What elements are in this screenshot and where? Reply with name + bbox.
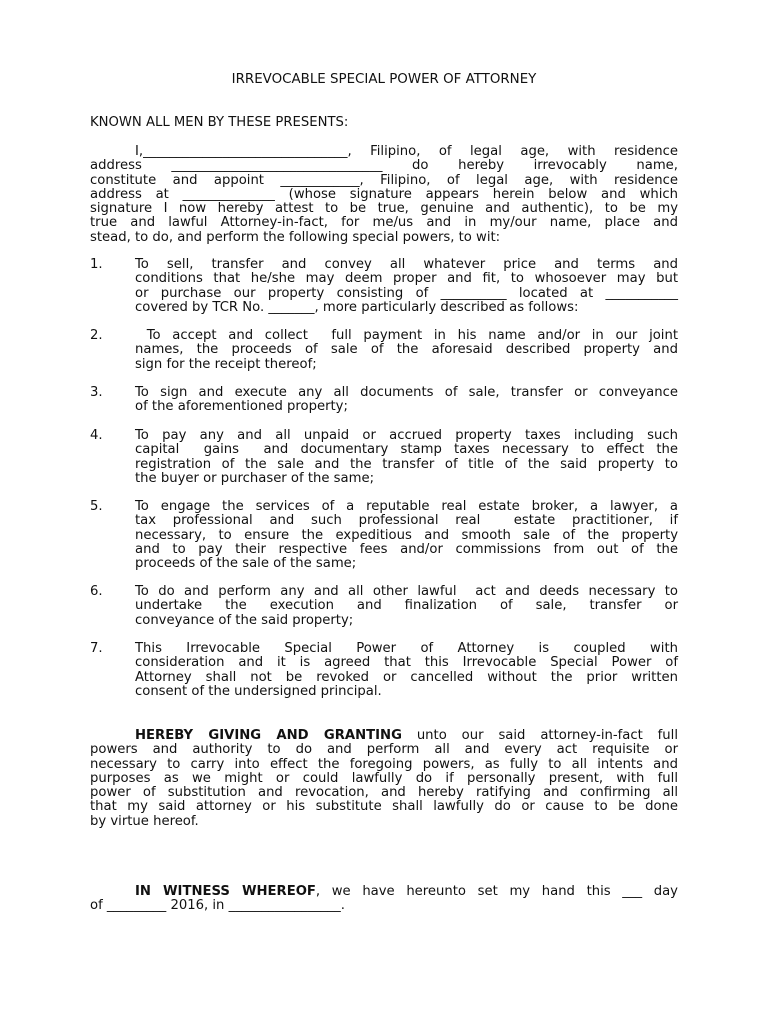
intro-line: I,_______________________________, Filipino, of legal age, with residence bbox=[135, 144, 678, 159]
list-item-text: To sign and execute any all documents of sale, transfer or conveyance of the aforementioned property; bbox=[135, 385, 678, 415]
list-item-number: 2. bbox=[90, 328, 103, 343]
granting-heading: HEREBY GIVING AND GRANTING bbox=[135, 728, 402, 743]
salutation: KNOWN ALL MEN BY THESE PRESENTS: bbox=[90, 115, 349, 130]
witness-heading: IN WITNESS WHEREOF bbox=[135, 884, 316, 899]
witness-line: IN WITNESS WHEREOF, we have hereunto set my hand this ___ day bbox=[135, 884, 678, 899]
list-item-number: 7. bbox=[90, 641, 103, 656]
granting-paragraph: HEREBY GIVING AND GRANTING unto our said attorney-in-fact full powers and authority to do and perform all and every act requisite or necessary to carry into effect the foregoing powers, as fully to all intents and purposes as we might or could lawfully do if personally present, with full power of substitution and revocation, and hereby ratifying and confirming all that my said attorney or his substitute shall lawfully do or cause to be done by virtue hereof. bbox=[90, 728, 678, 829]
witness-paragraph: IN WITNESS WHEREOF, we have hereunto set my hand this ___ day of _________ 2016, in _________________. bbox=[90, 884, 678, 914]
intro-line: true and lawful Attorney-in-fact, for me/us and in my/our name, place and bbox=[90, 215, 678, 231]
list-item-text: To accept and collect full payment in his name and/or in our joint names, the proceeds of sale of the aforesaid described property and sign for the receipt thereof; bbox=[135, 328, 678, 372]
list-item-number: 4. bbox=[90, 428, 103, 443]
intro-paragraph bbox=[90, 145, 678, 245]
list-item-number: 3. bbox=[90, 385, 103, 400]
intro-line: address ________________________________ do hereby irrevocably name, bbox=[90, 158, 678, 174]
list-item-text: To engage the services of a reputable real estate broker, a lawyer, a tax professional and such professional real estate practitioner, if necessary, to ensure the expeditious and smooth sale of the property and to pay their respective fees and/or commissions from out of the proceeds of the sale of the same; bbox=[135, 499, 678, 572]
list-item-number: 6. bbox=[90, 584, 103, 599]
intro-line: address at ______________ (whose signature appears herein below and which bbox=[90, 186, 678, 202]
list-item-text: This Irrevocable Special Power of Attorney is coupled with consideration and it is agreed that this Irrevocable Special Power of Attorney shall not be revoked or cancelled without the prior written consent of the undersigned principal. bbox=[135, 641, 678, 699]
list-item-text: To pay any and all unpaid or accrued property taxes including such capital gains and documentary stamp taxes necessary to effect the registration of the sale and the transfer of title of the said property to the buyer or purchaser of the same; bbox=[135, 428, 678, 486]
list-item-text: To do and perform any and all other lawful act and deeds necessary to undertake the execution and finalization of sale, transfer or conveyance of the said property; bbox=[135, 584, 678, 628]
document-title: IRREVOCABLE SPECIAL POWER OF ATTORNEY bbox=[231, 72, 537, 87]
list-item-text: To sell, transfer and convey all whatever price and terms and conditions that he/she may deem proper and fit, to whosoever may but or purchase our property consisting of __________ located at ___________ covered by TCR No. _______, more particularly described as follows: bbox=[135, 257, 678, 315]
intro-line: signature I now hereby attest to be true, genuine and authentic), to be my bbox=[90, 201, 678, 217]
intro-line: stead, to do, and perform the following special powers, to wit: bbox=[90, 229, 501, 245]
list-item-number: 5. bbox=[90, 499, 103, 514]
granting-line: HEREBY GIVING AND GRANTING unto our said attorney-in-fact full bbox=[135, 728, 678, 743]
intro-line: constitute and appoint ____________, Filipino, of legal age, with residence bbox=[90, 172, 678, 188]
list-item-number: 1. bbox=[90, 257, 103, 272]
